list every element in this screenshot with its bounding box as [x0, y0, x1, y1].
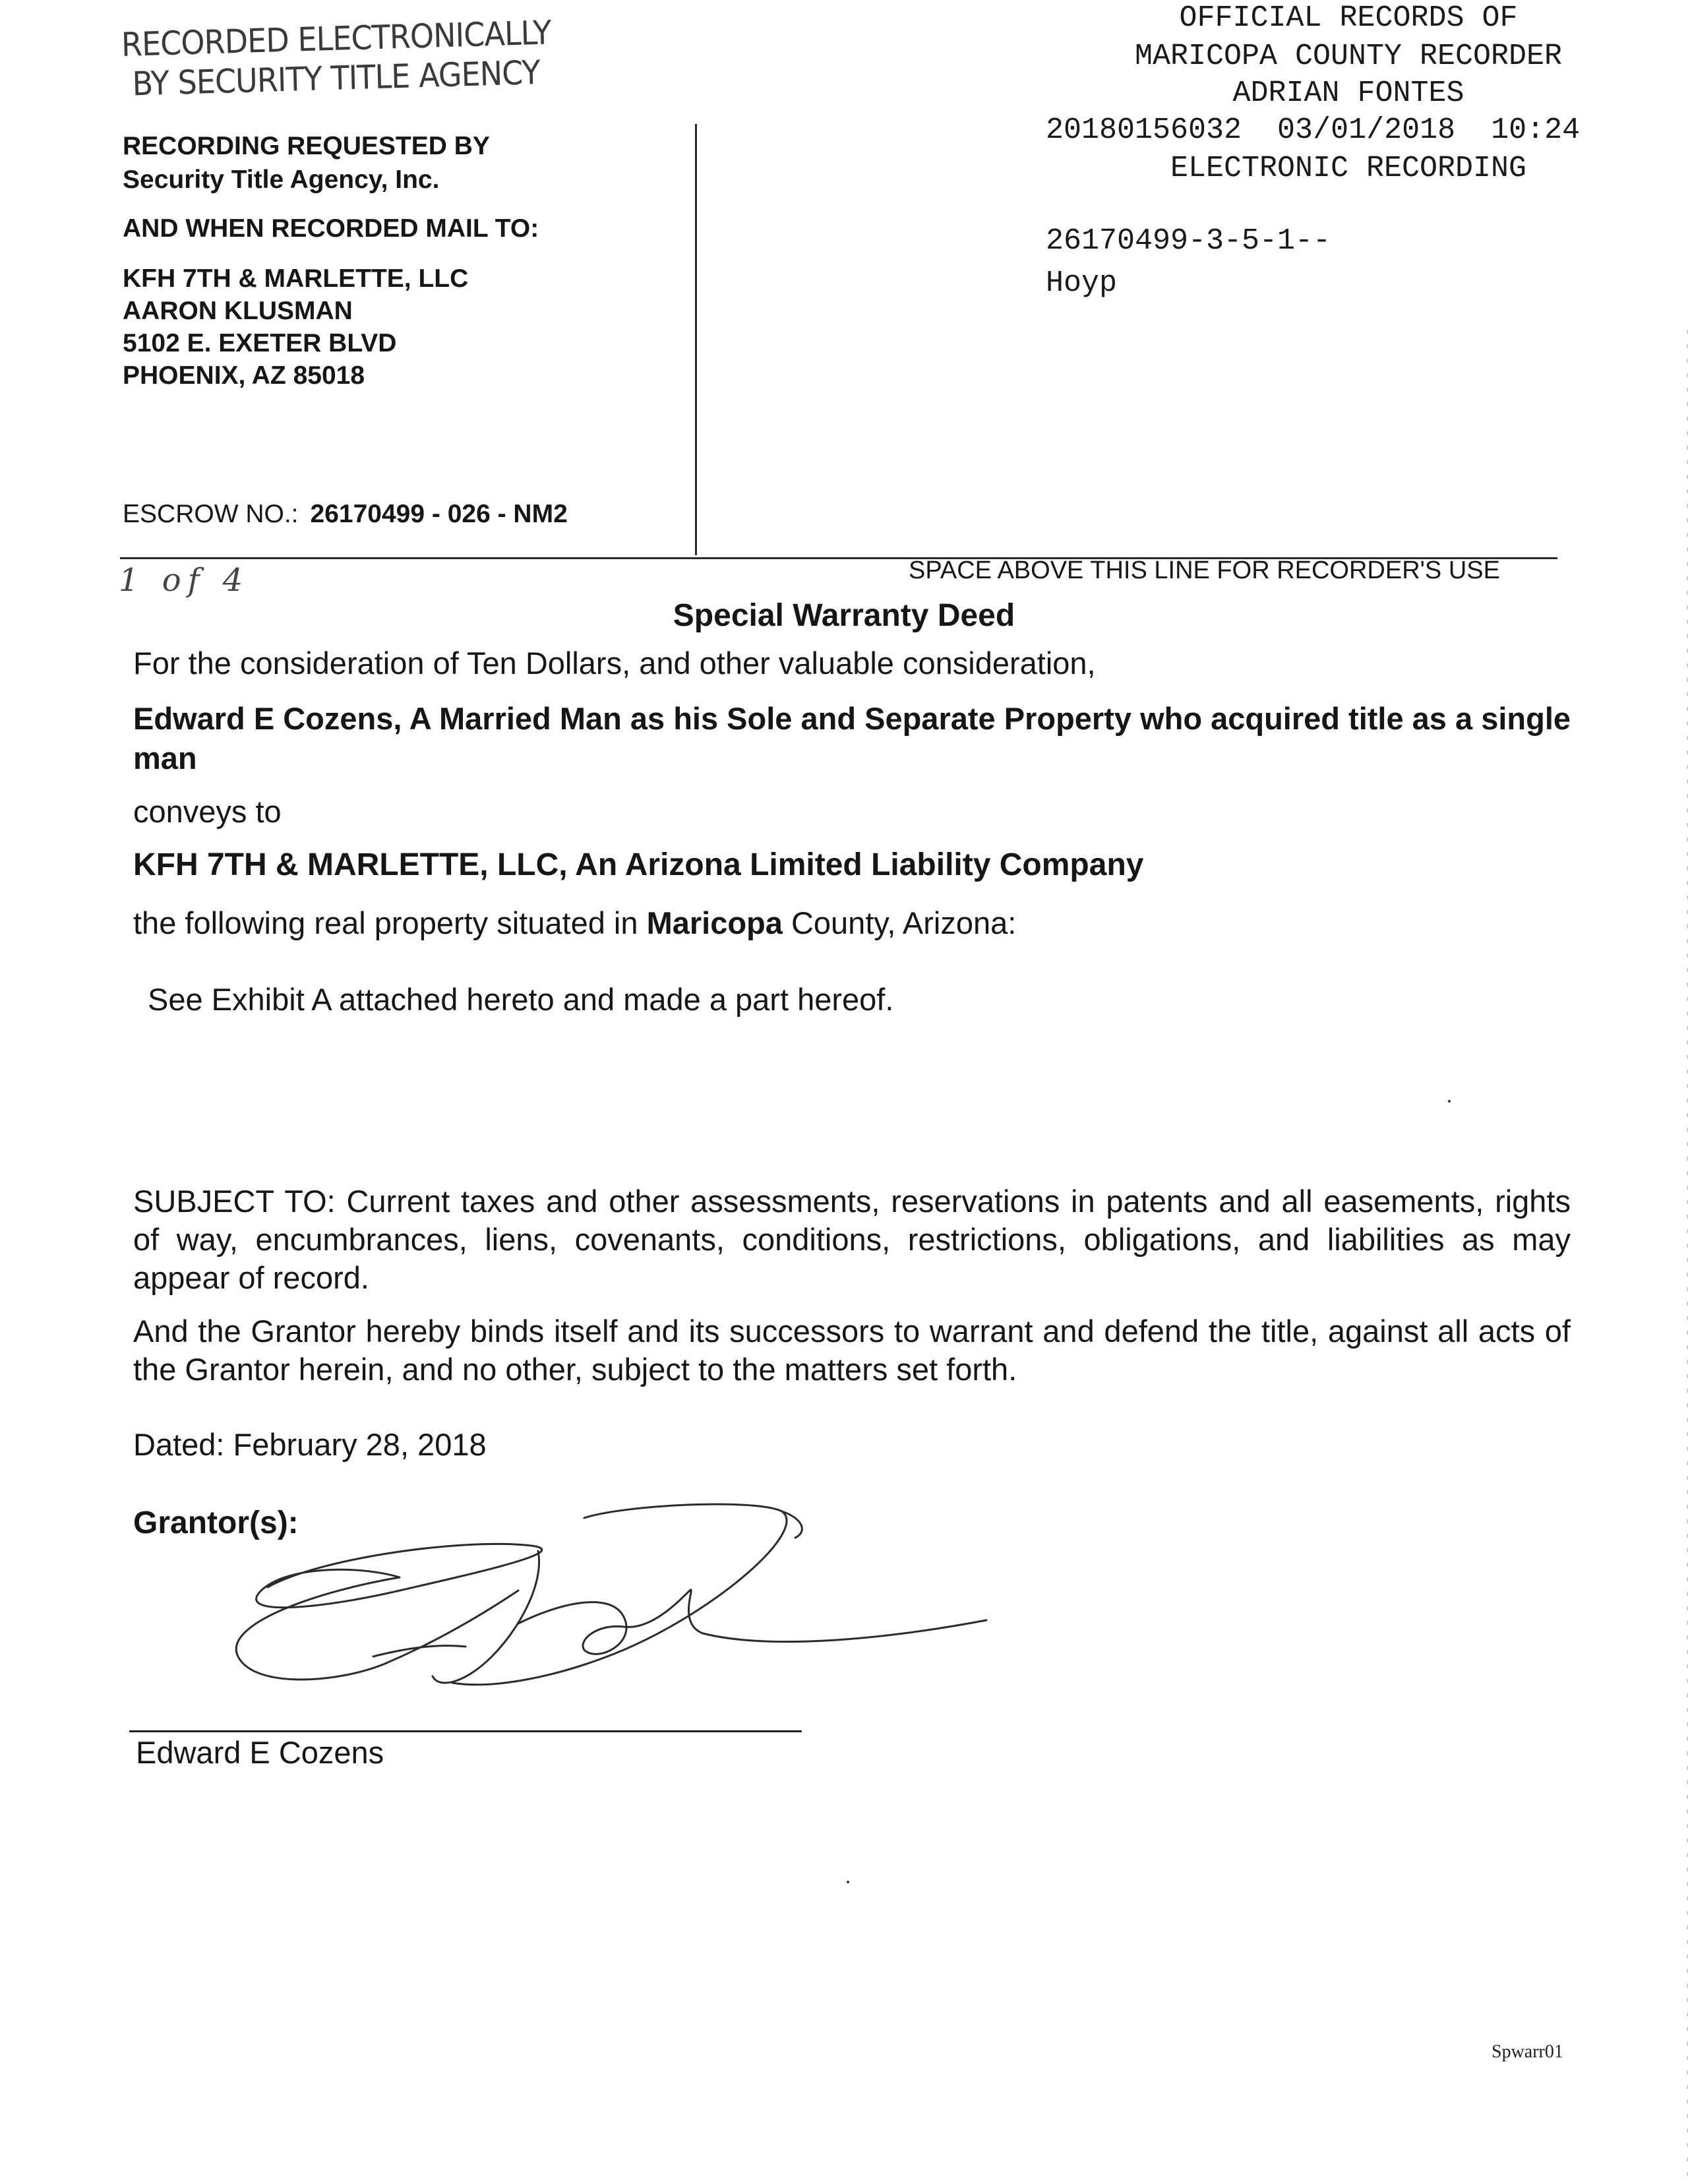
- exhibit-reference: See Exhibit A attached hereto and made a part hereof.: [148, 982, 894, 1017]
- situated-prefix: the following real property situated in: [133, 905, 647, 940]
- dated-line: Dated: February 28, 2018: [133, 1427, 487, 1462]
- warranty-paragraph: And the Grantor hereby binds itself and its successors to warrant and defend the title, against all acts of the Grantor herein, and no other, subject to the matters set forth.: [133, 1314, 1571, 1387]
- recording-requested-heading: RECORDING REQUESTED BY: [123, 132, 490, 160]
- stamp-line-2: BY SECURITY TITLE AGENCY: [131, 53, 541, 104]
- recorder-line-2: MARICOPA COUNTY RECORDER: [1134, 40, 1563, 73]
- header-divider-vertical: [695, 124, 697, 555]
- situated-text: [133, 905, 1016, 941]
- space-above-label: SPACE ABOVE THIS LINE FOR RECORDER'S USE: [909, 557, 1500, 584]
- signer-name: Edward E Cozens: [136, 1735, 384, 1770]
- address-line: PHOENIX, AZ 85018: [123, 361, 365, 390]
- escrow-label: ESCROW NO.:: [123, 500, 299, 528]
- address-line: KFH 7TH & MARLETTE, LLC: [123, 264, 469, 293]
- county-name: Maricopa: [646, 905, 783, 940]
- deed-title: Special Warranty Deed: [673, 598, 1015, 633]
- grantee-name: KFH 7TH & MARLETTE, LLC, An Arizona Limited Liability Company: [133, 847, 1144, 882]
- grantor-label: Grantor(s):: [133, 1505, 299, 1540]
- subject-to-paragraph: SUBJECT TO: Current taxes and other assessments, reservations in patents and all easements, rights of way, encumbrances, liens, covenants, conditions, restrictions, obligations, and liabilities as may appear of record.: [133, 1184, 1571, 1295]
- recorder-initials: Hoyp: [1046, 266, 1118, 300]
- stamp-line-1: RECORDED ELECTRONICALLY: [121, 13, 552, 64]
- scan-speck: [1448, 1100, 1451, 1103]
- recorder-line-3: ADRIAN FONTES: [1232, 76, 1464, 110]
- handwritten-signature: [123, 1492, 1006, 1742]
- escrow-value: 26170499 - 026 - NM2: [310, 500, 568, 528]
- grantor-description: Edward E Cozens, A Married Man as his Sole and Separate Property who acquired title as a single man: [133, 701, 1571, 775]
- situated-suffix: County, Arizona:: [782, 905, 1017, 940]
- recorder-reference: 26170499-3-5-1--: [1046, 224, 1331, 258]
- recording-number-date: 20180156032 03/01/2018 10:24: [1046, 113, 1581, 147]
- address-line: AARON KLUSMAN: [123, 297, 353, 325]
- mail-to-address: [123, 262, 468, 392]
- handwritten-page-note: 1 of 4: [119, 562, 250, 599]
- mail-to-heading: AND WHEN RECORDED MAIL TO:: [123, 214, 539, 243]
- recorder-line-1: OFFICIAL RECORDS OF: [1179, 1, 1518, 35]
- address-line: 5102 E. EXETER BLVD: [123, 329, 397, 357]
- recorder-line-5: ELECTRONIC RECORDING: [1170, 152, 1527, 185]
- conveys-text: conveys to: [133, 794, 282, 829]
- consideration-text: For the consideration of Ten Dollars, and other valuable consideration,: [133, 646, 1096, 681]
- scan-speck: [847, 1881, 849, 1883]
- form-code: Spwarr01: [1492, 2042, 1563, 2062]
- recorded-electronically-stamp: [121, 13, 552, 104]
- signature-line: [129, 1730, 802, 1732]
- recording-requested-agency: Security Title Agency, Inc.: [123, 166, 440, 194]
- escrow-number: [123, 500, 568, 529]
